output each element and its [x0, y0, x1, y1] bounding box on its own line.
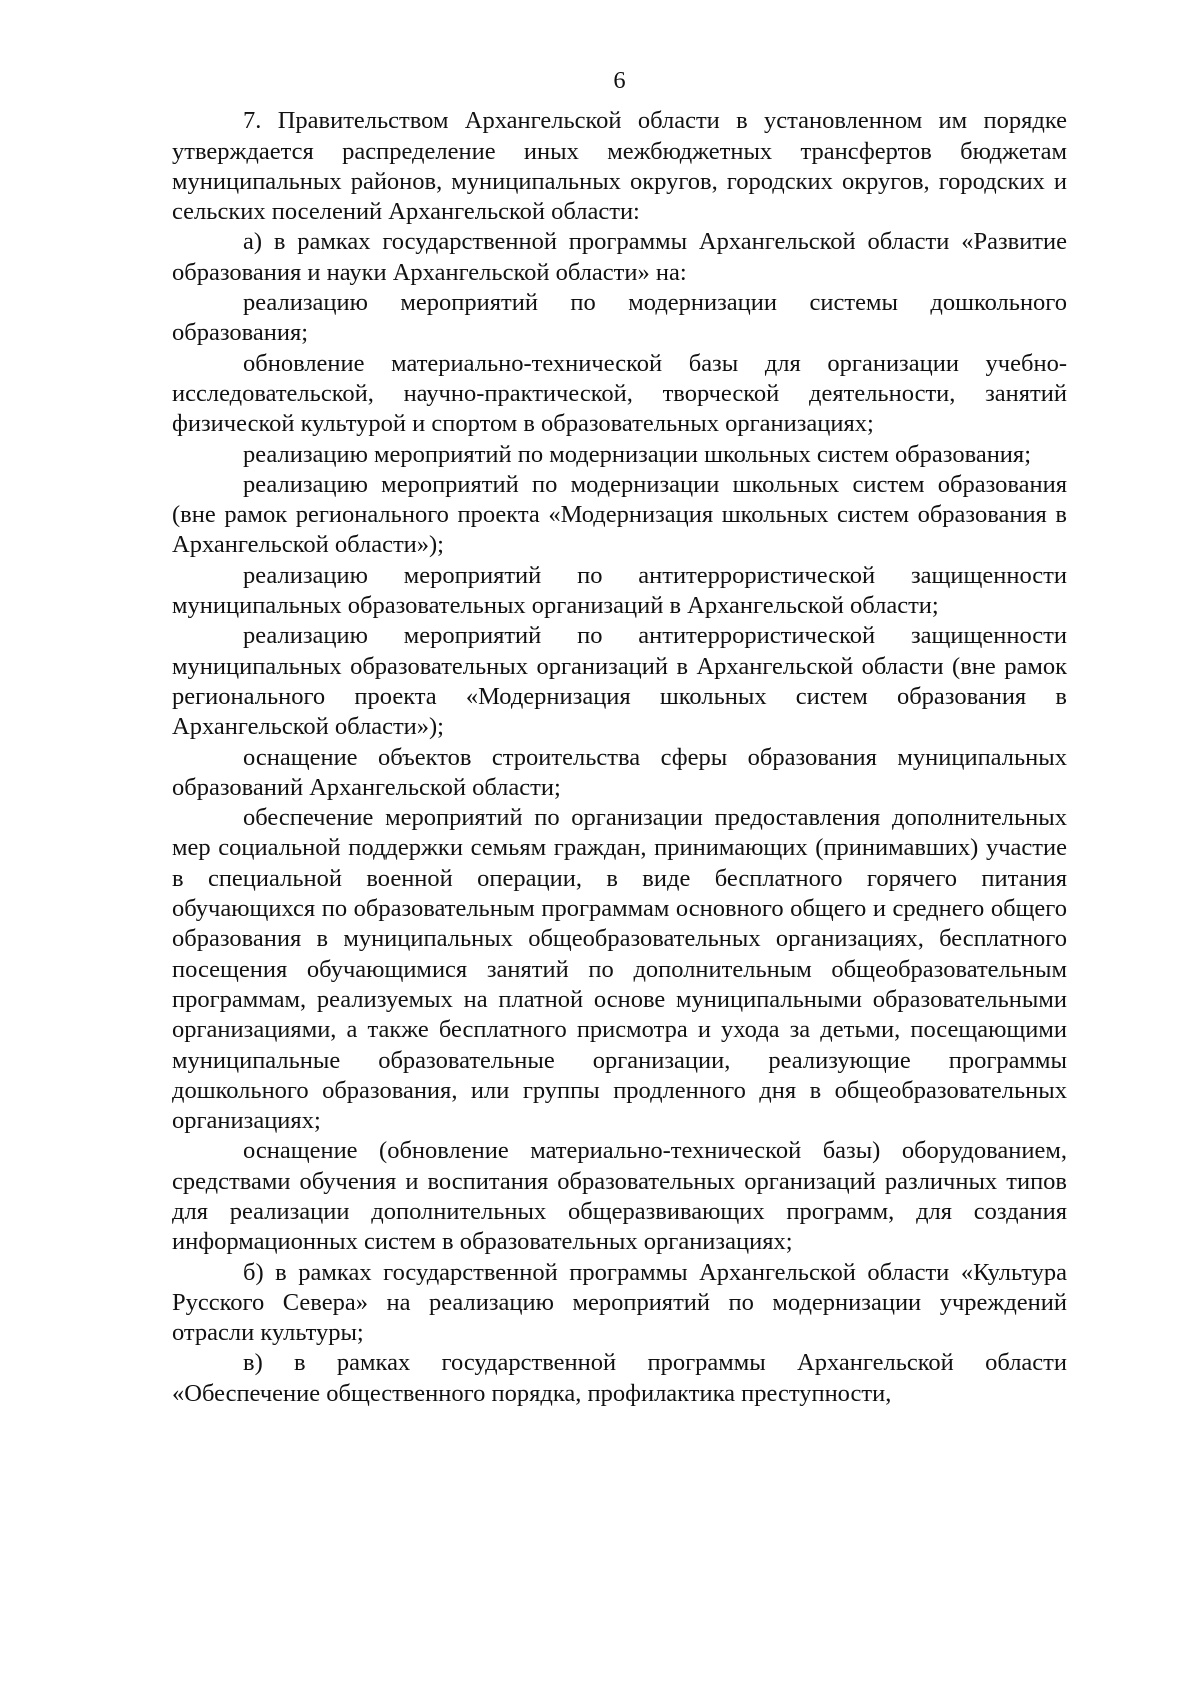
paragraph-preschool-modernization: реализацию мероприятий по модернизации системы дошкольного образования;	[172, 289, 1067, 347]
paragraph-material-base: обновление материально-технической базы для организации учебно-исследовательской, научно-практической, творческой деятельности, занятий физической культурой и спортом в образовательных организациях;	[172, 349, 1067, 438]
paragraph-construction-equipment: оснащение объектов строительства сферы образования муниципальных образований Архангельской области;	[172, 743, 1067, 801]
paragraph-antiterror-outside: реализацию мероприятий по антитеррористической защищенности муниципальных образовательных организаций в Архангельской области (вне рамок регионального проекта «Модернизация школьных систем образования в Архангельской области»);	[172, 622, 1067, 741]
document-page	[172, 66, 1067, 1409]
paragraph-school-modernization: реализацию мероприятий по модернизации школьных систем образования;	[243, 440, 1031, 468]
subitem-a: а) в рамках государственной программы Архангельской области «Развитие образования и науки Архангельской области» на:	[172, 228, 1067, 286]
paragraph-school-modernization-outside: реализацию мероприятий по модернизации школьных систем образования (вне рамок регионального проекта «Модернизация школьных систем образования в Архангельской области»);	[172, 470, 1067, 559]
subitem-v: в) в рамках государственной программы Архангельской области «Обеспечение общественного порядка, профилактика преступности,	[172, 1349, 1067, 1407]
paragraph-antiterror: реализацию мероприятий по антитеррористической защищенности муниципальных образовательных организаций в Архангельской области;	[172, 561, 1067, 620]
paragraph-item-7: 7. Правительством Архангельской области в установленном им порядке утверждается распределение иных межбюджетных трансфертов бюджетам муниципальных районов, муниципальных округов, городских округов, городских и сельских поселений Архангельской области:	[172, 107, 1067, 226]
paragraph-equipment-update: оснащение (обновление материально-технической базы) оборудованием, средствами обучения и воспитания образовательных организаций различных типов для реализации дополнительных общеразвивающих программ, для создания информационных систем в образовательных организациях;	[172, 1137, 1067, 1256]
subitem-b: б) в рамках государственной программы Архангельской области «Культура Русского Севера» на реализацию мероприятий по модернизации учреждений отрасли культуры;	[172, 1258, 1067, 1347]
page-number: 6	[613, 67, 626, 94]
paragraph-social-support: обеспечение мероприятий по организации предоставления дополнительных мер социальной поддержки семьям граждан, принимающих (принимавших) участие в специальной военной операции, в виде бесплатного горячего питания обучающихся по образовательным программам основного общего и среднего общего образования в муниципальных общеобразовательных организациях, бесплатного посещения обучающимися занятий по дополнительным общеобразовательным программам, реализуемых на платной основе муниципальными образовательными организациями, а также бесплатного присмотра и ухода за детьми, посещающими муниципальные образовательные организации, реализующие программы дошкольного образования, или группы продленного дня в общеобразовательных организациях;	[172, 804, 1067, 1135]
